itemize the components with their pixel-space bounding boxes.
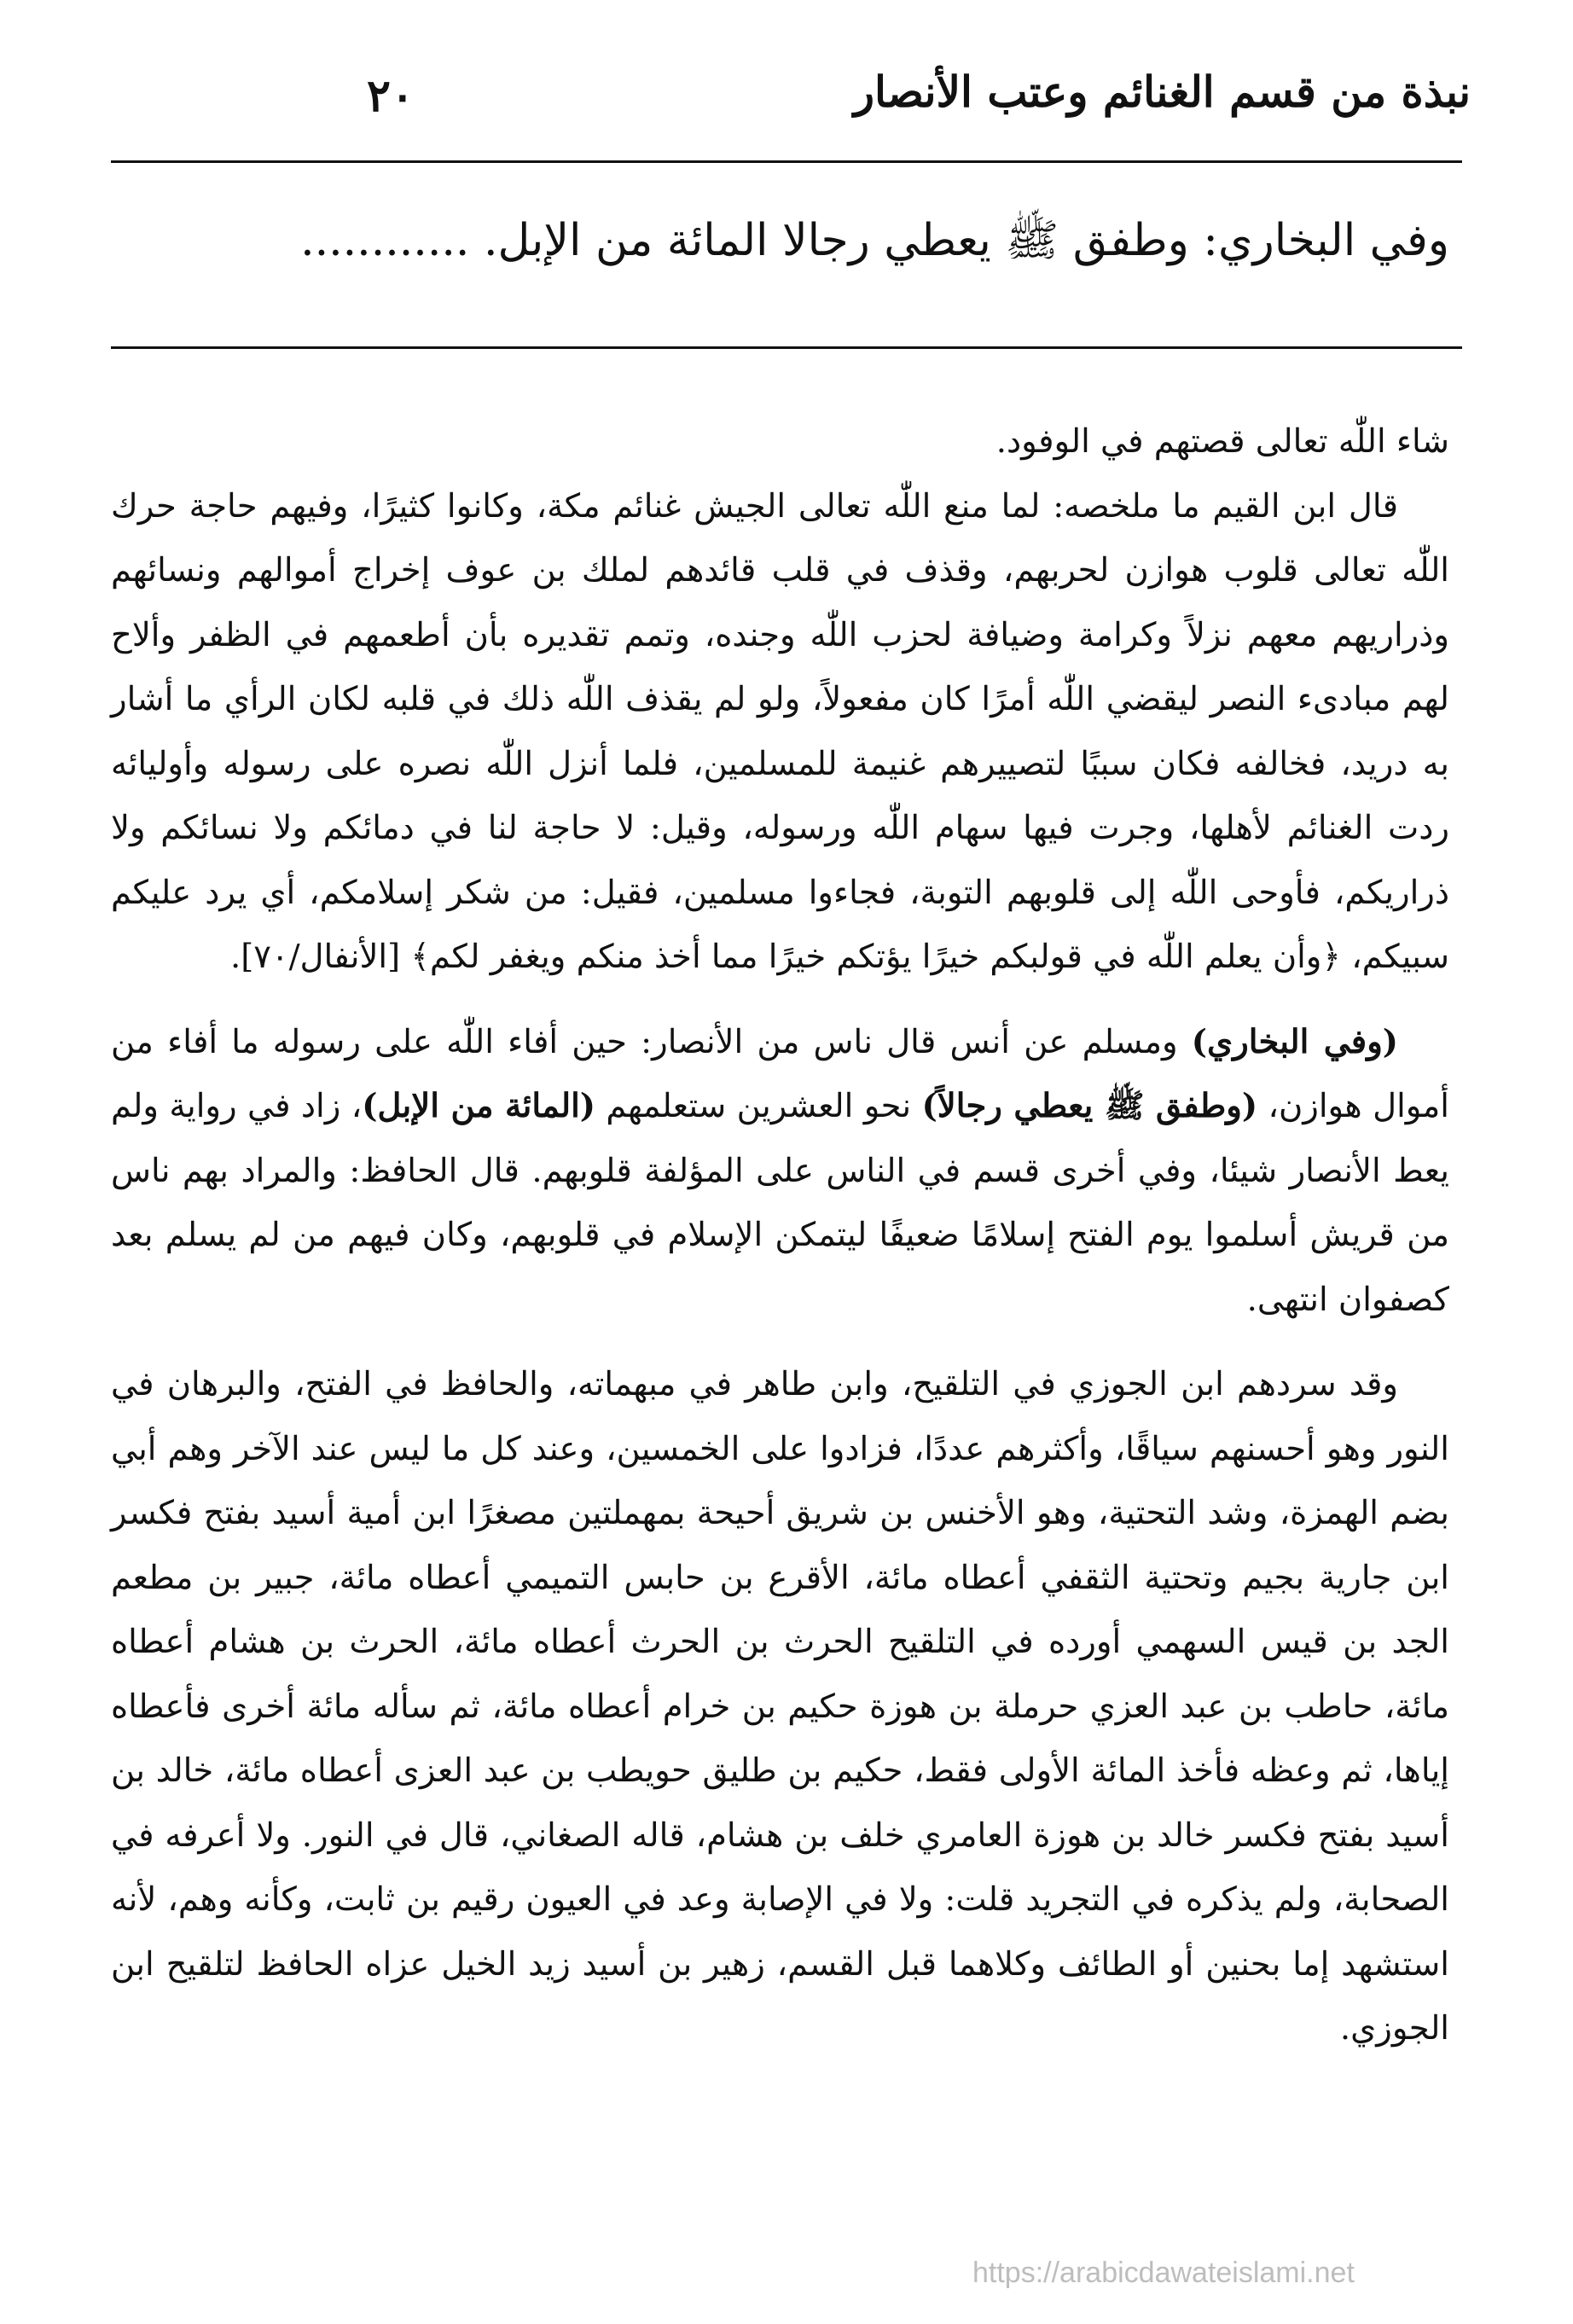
quote-mia-ibil: (المائة من الإبل) bbox=[362, 1087, 596, 1125]
paragraph-4: وقد سردهم ابن الجوزي في التلقيح، وابن طاهر في مبهماته، والحافظ في الفتح، والبرهان في النور وهو أحسنهم سياقًا، وأكثرهم عددًا، فزادوا على الخمسين، وعند كل ما ليس عند الآخر وهم أبي بضم الهمزة، وشد التحتية، وهو الأخنس بن شريق أحيحة بمهملتين مصغرًا ابن أمية أسيد بفتح فكسر ابن جارية بجيم وتحتية الثقفي أعطاه مائة، الأقرع بن حابس التميمي أعطاه مائة، جبير بن مطعم الجد بن قيس السهمي أورده في التلقيح الحرث بن الحرث أعطاه مائة، الحرث بن هشام أعطاه مائة، حاطب بن عبد العزي حرملة بن هوزة حكيم بن خرام أعطاه مائة، ثم سأله مائة أخرى فأعطاه إياها، ثم وعظه فأخذ المائة الأولى فقط، حكيم بن طليق حويطب بن عبد العزى أعطاه مائة، خالد بن أسيد بفتح فكسر خالد بن هوزة العامري خلف بن هشام، قاله الصغاني، قال في النور. ولا أعرفه في الصحابة، ولم يذكره في التجريد قلت: ولا في الإصابة وعد في العيون رقيم بن ثابت، وكأنه وهم، لأنه استشهد إما بحنين أو الطائف وكلاهما قبل القسم، زهير بن أسيد زيد الخيل عزاه الحافظ لتلقيح ابن الجوزي. bbox=[111, 1365, 1449, 2048]
paragraph-1: شاء اللّٰه تعالى قصتهم في الوفود. bbox=[995, 422, 1449, 461]
matn-rule bbox=[111, 346, 1462, 349]
paragraph-3-text-2: نحو العشرين ستعلمهم bbox=[595, 1087, 922, 1125]
paragraph-3-text-1: ومسلم عن أنس قال ناس من الأنصار: حين أفاء اللّٰه على رسوله ما أفاء من أموال هوازن، bbox=[111, 1022, 1449, 1125]
matn-dots: ............ bbox=[300, 215, 470, 266]
page-number: ٢٠ bbox=[367, 70, 415, 122]
matn-text: وفي البخاري: وطفق ﷺ يعطي رجالا المائة من الإبل. bbox=[483, 215, 1449, 266]
commentary-body bbox=[111, 410, 1449, 2061]
running-header bbox=[102, 51, 1471, 145]
watermark-url: https://arabicdawateislami.net bbox=[972, 2257, 1355, 2289]
paragraph-2: قال ابن القيم ما ملخصه: لما منع اللّٰه تعالى الجيش غنائم مكة، وكانوا كثيرًا، وفيهم حاجة حرك اللّٰه تعالى قلوب هوازن لحربهم، وقذف في قلب قائدهم لملك بن عوف إخراج أموالهم ونسائهم وذراريهم معهم نزلاً وكرامة وضيافة لحزب اللّٰه وجنده، وتمم تقديره بأن أطعمهم في الظفر وألاح لهم مبادىء النصر ليقضي اللّٰه أمرًا كان مفعولاً، ولو لم يقذف اللّٰه ذلك في قلبه لكان الرأي ما أشار به دريد، فخالفه فكان سببًا لتصييرهم غنيمة للمسلمين، فلما أنزل اللّٰه نصره على رسوله وأوليائه ردت الغنائم لأهلها، وجرت فيها سهام اللّٰه ورسوله، وقيل: لا حاجة لنا في دمائكم ولا نسائكم ولا ذراريكم، فأوحى اللّٰه إلى قلوبهم التوبة، فجاءوا مسلمين، فقيل: من شكر إسلامكم، أي يرد عليكم سبيكم، ﴿وأن يعلم اللّٰه في قولبكم خيرًا يؤتكم خيرًا مما أخذ منكم ويغفر لكم﴾ [الأنفال/٧٠]. bbox=[111, 486, 1449, 976]
running-title: نبذة من قسم الغنائم وعتب الأنصار bbox=[853, 67, 1471, 117]
quote-bukhari: (وفي البخاري) bbox=[1191, 1022, 1398, 1061]
matn-line bbox=[111, 213, 1449, 277]
quote-tafiqa: (وطفق ﷺ يعطي رجالاً) bbox=[921, 1087, 1258, 1125]
paragraph-3-text-3: ، زاد في رواية ولم يعط الأنصار شيئا، وفي أخرى قسم في الناس على المؤلفة قلوبهم. قال الحافظ: والمراد بهم ناس من قريش أسلموا يوم الفتح إسلامًا ضعيفًا ليتمكن الإسلام في قلوبهم، وكان فيهم من لم يسلم بعد كصفوان انتهى. bbox=[111, 1087, 1449, 1319]
header-rule bbox=[111, 160, 1462, 163]
paragraph-3 bbox=[111, 1010, 1449, 1333]
